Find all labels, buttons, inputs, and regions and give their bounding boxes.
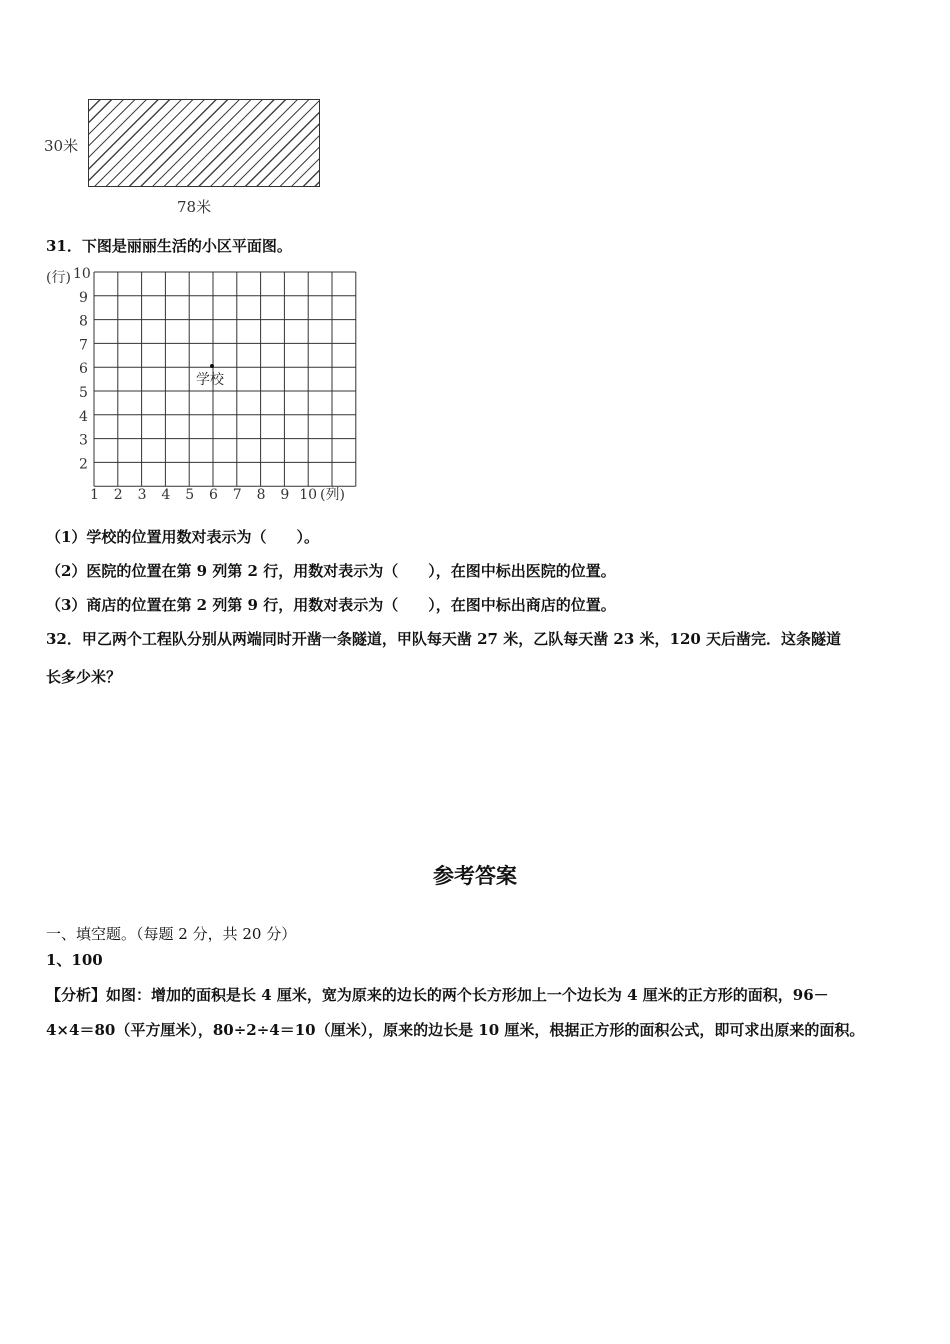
col-label: 10 (299, 487, 318, 503)
row-label: 10 (73, 266, 91, 282)
col-label: 6 (209, 487, 218, 503)
col-labels (90, 487, 317, 503)
col-label: 2 (113, 487, 123, 503)
col-label: 5 (185, 487, 195, 503)
row-label: 8 (79, 313, 88, 330)
rect-height-label: 30米 (44, 137, 79, 155)
school-point (210, 364, 214, 368)
row-labels (73, 266, 91, 472)
coordinate-grid (40, 266, 360, 512)
row-label: 7 (79, 337, 88, 354)
hatched-rectangle (88, 99, 320, 187)
analysis-line2: 4×4＝80（平方厘米），80÷2÷4＝10（厘米），原来的边长是 10 厘米，根据正方形的面积公式，即可求出原来的面积。 (46, 1021, 865, 1039)
row-label: 9 (79, 289, 88, 306)
row-label: 3 (79, 432, 88, 449)
col-label: 1 (90, 487, 99, 503)
q31-title: 31．下图是丽丽生活的小区平面图。 (46, 237, 292, 255)
answer-1: 1、100 (46, 951, 103, 969)
row-label: 6 (79, 361, 88, 378)
q31-sub1: （1）学校的位置用数对表示为（ ）。 (46, 528, 319, 546)
answers-section: 一、填空题。（每题 2 分，共 20 分） (46, 925, 297, 943)
q32-line1: 32．甲乙两个工程队分别从两端同时开凿一条隧道，甲队每天凿 27 米，乙队每天凿 23 米，120 天后凿完．这条隧道 (46, 630, 842, 648)
answers-title: 参考答案 (433, 864, 517, 888)
col-axis-label: (列) (320, 487, 345, 503)
row-label: 4 (79, 408, 88, 425)
q32-line2: 长多少米？ (46, 668, 122, 686)
row-axis-label: (行) (46, 270, 71, 286)
row-label: 5 (79, 385, 88, 401)
grid-lines (94, 272, 356, 486)
analysis-line1: 【分析】如图：增加的面积是长 4 厘米，宽为原来的边长的两个长方形加上一个边长为 4 厘米的正方形的面积，96－ (46, 986, 829, 1004)
col-label: 7 (232, 487, 242, 503)
col-label: 4 (161, 487, 171, 503)
rect-width-label: 78米 (177, 198, 212, 216)
col-label: 8 (256, 487, 266, 503)
q31-sub3: （3）商店的位置在第 2 列第 9 行，用数对表示为（ ），在图中标出商店的位置。 (46, 596, 616, 614)
q31-sub2: （2）医院的位置在第 9 列第 2 行，用数对表示为（ ），在图中标出医院的位置。 (46, 562, 616, 580)
col-label: 3 (137, 487, 147, 503)
row-label: 2 (79, 456, 88, 473)
school-label: 学校 (196, 372, 224, 388)
col-label: 9 (280, 487, 290, 503)
